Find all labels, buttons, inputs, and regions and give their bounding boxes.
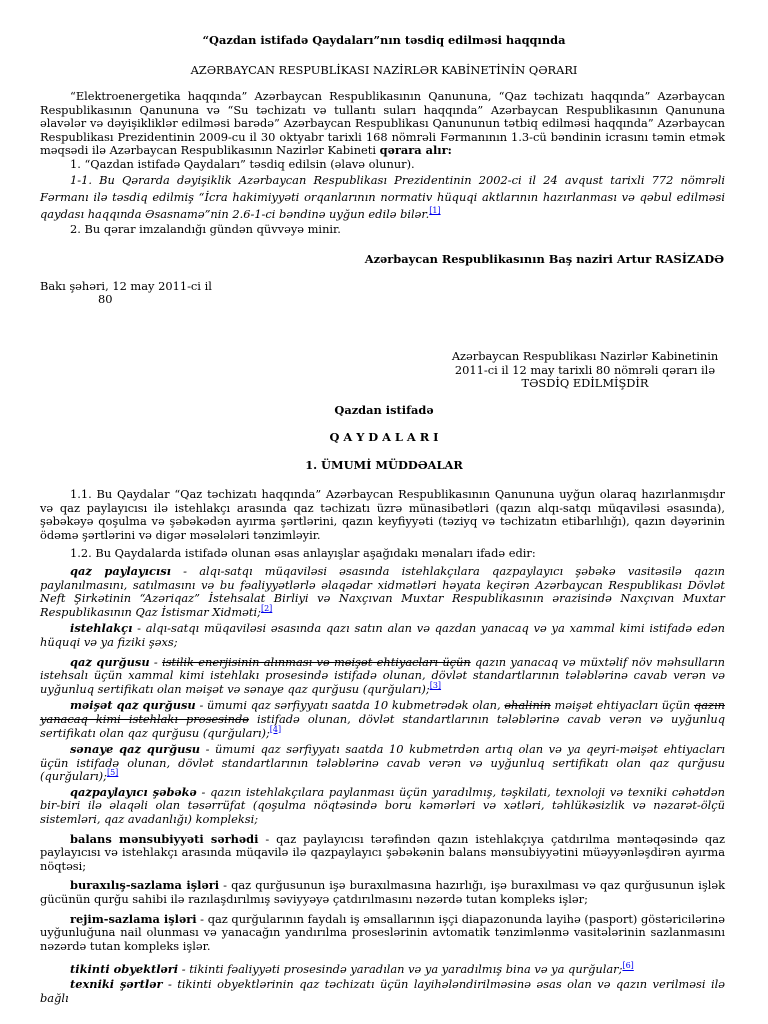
definition-meiset-qaz-qurgusu (40, 699, 725, 740)
footnote-link-5[interactable]: [5] (106, 768, 119, 778)
definition-text: - tikinti obyektlərinin qaz təchizatı üçün layihələndirilməsinə əsas olan və qazın verilməsi ilə bağlı (40, 977, 725, 1005)
footnote-link-4[interactable]: [4] (269, 724, 282, 734)
decision-number: 80 (98, 292, 113, 306)
definition-text: - alqı-satqı müqaviləsi əsasında istehlakçılara qazpaylayıcı şəbəkə vasitəsilə qazın paylanılmasını, satılmasını və bu fəaliyyətlərlə əlaqədar xidmətləri həyata keçirən Azərbaycan Respublikası Dövlət Neft Şirkətinin “Azəriqaz” İstehsalat Birliyi və Naxçıvan Muxtar Respublikasının ərazisində Naxçıvan Muxtar Respublikasının Qaz İstismar Xidməti; (40, 563, 725, 619)
preamble-text: “Elektroenergetika haqqında” Azərbaycan Respublikasının Qanununa, “Qaz təchizatı haqqında” Azərbaycan Respublikasının Qanununa və “Su təchizatı və tullantı suları haqqında” Azərbaycan Respublikasının Qanununa əlavələr və dəyişikliklər edilməsi barədə” Azərbaycan Respublikası Qanununun tətbiq edilməsi haqqında” Azərbaycan Respublikası Prezidentinin 2009-cu il 30 oktyabr tarixli 168 nömrəli Fərmanının 1.3-cü bəndinin icrasını təmin etmək məqsədi ilə Azərbaycan Respublikasının Nazirlər Kabineti (40, 89, 725, 158)
definition-text: - qaz qurğusunun işə buraxılmasına hazırlığı, işə buraxılması və qaz qurğusunun işlək gücünün qurğu sahibi ilə razılaşdırılmış səviyyəyə çatdırılmasını nəzərdə tutan kompleks işlər; (40, 878, 725, 907)
term: qazpaylayıcı şəbəkə (70, 784, 197, 799)
definition-text: - tikinti fəaliyyəti prosesində yaradılan və ya yaradılmış bina və ya qurğular; (178, 962, 623, 977)
definition-text: - qaz paylayıcısı tərəfindən qazın istehlakçıya çatdırılma məntəqəsində qaz paylayıcısı və istehlakçı arasında müqavilə ilə qazpaylayıcı şəbəkənin balans mənsubiyyətini müəyyənləşdirən ayırma nöqtəsi; (40, 831, 725, 873)
term: balans mənsubiyyəti sərhədi (70, 831, 259, 846)
rules-title: Qazdan istifadə (334, 403, 434, 417)
term: tikinti obyektləri (70, 962, 179, 977)
footnote-link-2[interactable]: [2] (260, 603, 273, 613)
definition-istehlakci (40, 622, 725, 649)
decision-item-1-note (40, 172, 725, 223)
definition-qazpaylayici-sebeke (40, 786, 725, 827)
struck-text: qazın yanacaq kimi istehlakı prosesində (40, 698, 725, 726)
term: texniki şərtlər (70, 977, 163, 991)
term: rejim-sazlama işləri (70, 911, 197, 926)
struck-text: istilik enerjisinin alınması və məişət ehtiyacları üçün (162, 654, 471, 669)
definition-text: - qaz qurğularının faydalı iş əmsallarının işçi diapazonunda layihə (pasport) göstəricilərinə uyğunluğuna nail olunması və yanacağın yandırılma proseslərinin avtomatik tənzimlənmə vasitələrinin sazlanmasını nəzərdə tutan kompleks işlər. (40, 911, 725, 953)
footnote-link-1[interactable]: [1] (429, 205, 441, 215)
signature: Azərbaycan Respublikasının Baş naziri Artur RASİZADƏ (364, 252, 724, 266)
definition-text: qazın yanacaq və müxtəlif növ məhsulların istehsalı üçün xammal kimi istehlakı prosesində istifadə olunan, dövlət standartlarının tələblərinə cavab verən və uyğunluq sertifikatı olan məişət və sənaye qaz qurğusu (qurğuları); (40, 654, 726, 696)
preamble-paragraph (40, 90, 725, 158)
section-heading: 1. ÜMUMİ MÜDDƏALAR (305, 458, 463, 472)
rules-subtitle: Q A Y D A L A R I (329, 430, 439, 444)
note-text: 1-1. Bu Qərarda dəyişiklik Azərbaycan Respublikası Prezidentinin 2002-ci il 24 avqust tarixli 772 nömrəli Fərmanı ilə təsdiq edilmiş “İcra hakimiyyəti orqanlarının normativ hüquqi aktlarının hazırlanması və qəbul edilməsi qaydası haqqında Əsasnamə”nin 2.6-1-ci bəndinə uyğun edilə bilər. (40, 172, 725, 221)
definition-text: - qazın istehlakçılara paylanması üçün yaradılmış, təşkilati, texnoloji və texniki cəhətdən bir-biri ilə əlaqəli olan təsərrüfat (qoşulma nöqtəsində boru kəmərləri və xətləri, təhlükəsizlik və nəzarət-ölçü sistemləri, qaz avadanlığı) kompleksi; (40, 784, 725, 827)
struck-text: əhalinin (504, 698, 551, 713)
rules-body (40, 488, 725, 1005)
place-date: Bakı şəhəri, 12 may 2011-ci il (40, 279, 212, 293)
approval-stamp (440, 350, 730, 391)
footnote-link-6[interactable]: [6] (622, 961, 634, 971)
definition-texniki (40, 978, 725, 1005)
definition-qaz-paylayicisi (40, 565, 725, 619)
decision-item-1: 1. “Qazdan istifadə Qaydaları” təsdiq edilsin (əlavə olunur). (70, 156, 415, 171)
definition-balans (40, 833, 725, 874)
definition-tikinti (40, 963, 725, 977)
page-title: “Qazdan istifadə Qaydaları”nın təsdiq edilməsi haqqında (202, 33, 566, 47)
definition-buraxilis (40, 879, 725, 906)
definition-text: - ümumi qaz sərfiyyatı saatda 10 kubmetrədək olan, (195, 698, 505, 713)
decision-heading: AZƏRBAYCAN RESPUBLİKASI NAZİRLƏR KABİNETİNİN QƏRARI (190, 63, 578, 77)
preamble-bold: qərara alır: (379, 143, 452, 158)
definition-text: - ümumi qaz sərfiyyatı saatda 10 kubmetrdən artıq olan və ya qeyri-məişət ehtiyacları üçün istifadə olunan, dövlət standartlarının tələblərinə cavab verən və uyğunluq sertifikatı olan qaz qurğusu (qurğuları); (40, 742, 725, 784)
definition-text: istifadə olunan, dövlət standartlarının tələblərinə cavab verən və uyğunluq sertifikatı olan qaz qurğusu (qurğuları); (40, 711, 726, 740)
definition-senaye-qaz-qurgusu (40, 743, 725, 784)
paragraph-1-1: 1.1. Bu Qaydalar “Qaz təchizatı haqqında” Azərbaycan Respublikasının Qanununa uyğun olaraq hazırlanmışdır və qaz paylayıcısı ilə istehlakçı arasında qaz təchizatı üzrə münasibətləri (qazın alqı-satqı müqaviləsi əsasında), şəbəkəyə qoşulma və şəbəkədən ayırma şərtlərini, qazın keyfiyyəti (təziyq və təchizatın etibarlılığı), qazın dəyərinin ödəmə şərtlərini və digər məsələləri tənzimləyir. (40, 487, 725, 542)
approval-line-1: Azərbaycan Respublikası Nazirlər Kabinetinin (451, 349, 719, 363)
term: məişət qaz qurğusu (70, 698, 196, 713)
definition-rejim (40, 913, 725, 954)
term: sənaye qaz qurğusu (70, 742, 201, 757)
definition-qaz-qurgusu: qaz qurğusu - istilik enerjisinin alınması və məişət ehtiyacları üçün qazın yanacaq və müxtəlif növ məhsulların istehsalı üçün xammal kimi istehlakı prosesində istifadə olunan, dövlət standartlarının tələblərinə cavab verən və uyğunluq sertifikatı olan məişət və sənaye qaz qurğusu (qurğuları);[3] (40, 654, 726, 696)
definition-text: - alqı-satqı müqaviləsi əsasında qazı satın alan və qazdan yanacaq və ya xammal kimi istifadə edən hüquqi və ya fiziki şəxs; (40, 621, 725, 649)
term: istehlakçı (70, 621, 133, 636)
term: buraxılış-sazlama işləri (70, 878, 220, 893)
decision-body (40, 90, 725, 236)
term: qaz paylayıcısı (70, 563, 171, 578)
definition-text: məişət ehtiyacları üçün (550, 698, 694, 713)
approval-line-3: TƏSDİQ EDİLMİŞDİR (521, 376, 649, 391)
approval-line-2: 2011-ci il 12 may tarixli 80 nömrəli qərarı ilə (454, 362, 716, 377)
paragraph-1-2: 1.2. Bu Qaydalarda istifadə olunan əsas anlayışlar aşağıdakı mənaları ifadə edir: (70, 546, 536, 561)
decision-item-2: 2. Bu qərar imzalandığı gündən qüvvəyə minir. (70, 221, 341, 236)
term: qaz qurğusu (70, 654, 150, 669)
footnote-link-3[interactable]: [3] (429, 680, 442, 690)
